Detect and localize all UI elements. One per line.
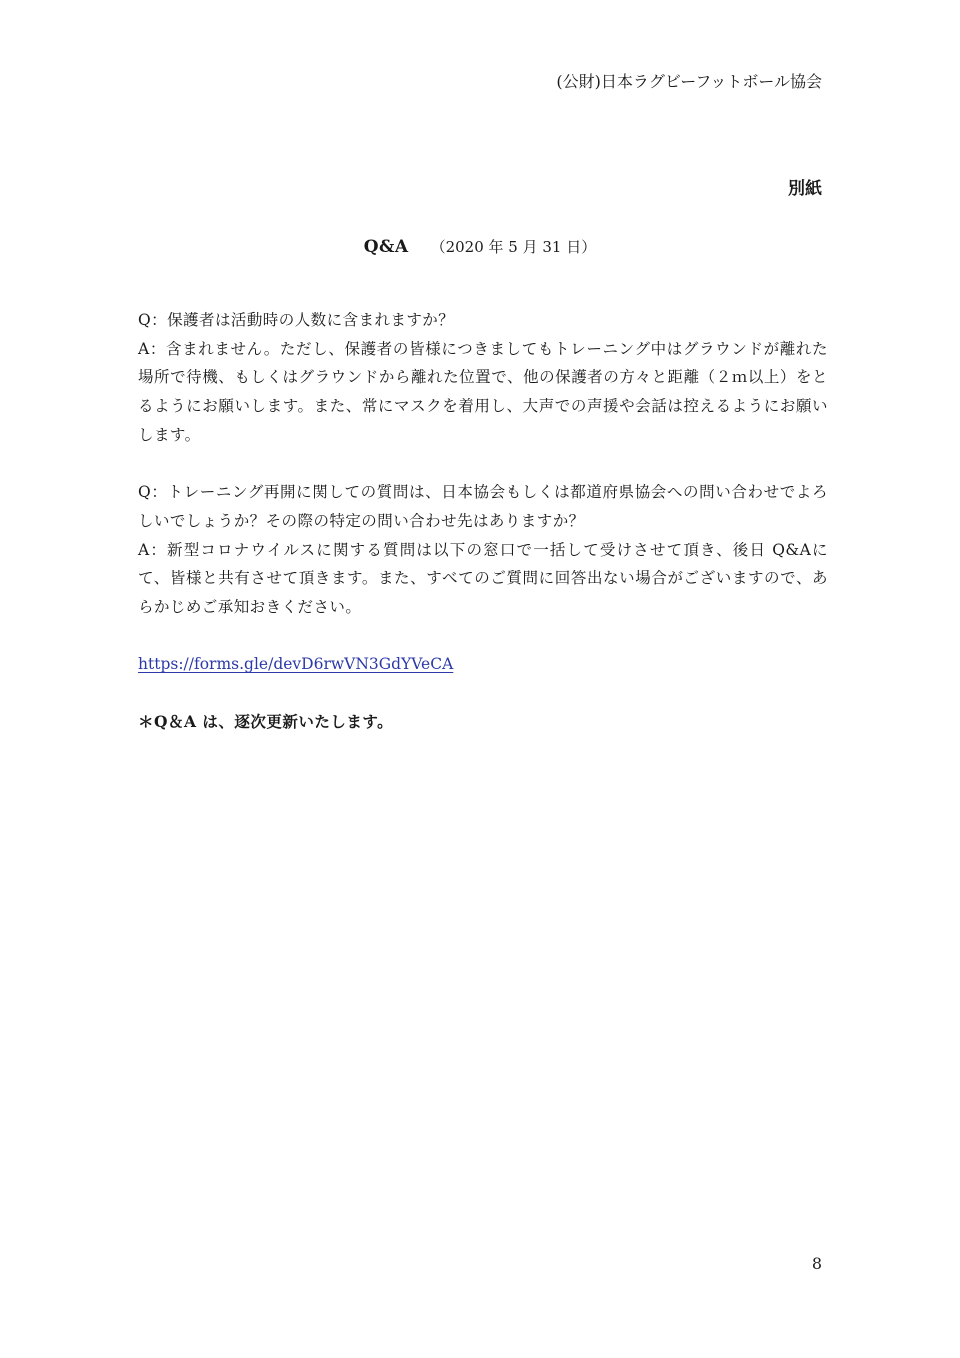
qa-item bbox=[138, 306, 828, 450]
qa-item bbox=[138, 478, 828, 622]
update-note: ＊Q＆A は、逐次更新いたします。 bbox=[138, 711, 394, 731]
contact-link-row bbox=[138, 650, 828, 679]
answer-text: A：含まれません。ただし、保護者の皆様につきましてもトレーニング中はグラウンドが離れた場所で待機、もしくはグラウンドから離れた位置で、他の保護者の方々と距離（２ｍ以上）をとるようにお願いします。また、常にマスクを着用し、大声での声援や会話は控えるようにお願いします。 bbox=[138, 339, 828, 444]
qa-content bbox=[138, 306, 828, 737]
title-row bbox=[0, 234, 960, 260]
attachment-label: 別紙 bbox=[788, 179, 822, 199]
answer-text: A：新型コロナウイルスに関する質問は以下の窓口で一括して受けさせて頂き、後日 Q&Aにて、皆様と共有させて頂きます。また、すべてのご質問に回答出ない場合がございますので、あらかじめご承知おきください。 bbox=[138, 540, 828, 617]
page-number: 8 bbox=[811, 1254, 822, 1273]
organization-name: (公財)日本ラグビーフットボール協会 bbox=[556, 72, 822, 91]
page-title: Q&A bbox=[363, 237, 409, 257]
title-date: （2020 年 5 月 31 日） bbox=[430, 238, 597, 256]
contact-form-link[interactable]: https://forms.gle/devD6rwVN3GdYVeCA bbox=[138, 655, 454, 674]
question-text: Q：保護者は活動時の人数に含まれますか？ bbox=[138, 311, 455, 329]
question-text: Q：トレーニング再開に関しての質問は、日本協会もしくは都道府県協会への問い合わせでよろしいでしょうか？その際の特定の問い合わせ先はありますか？ bbox=[138, 483, 828, 530]
